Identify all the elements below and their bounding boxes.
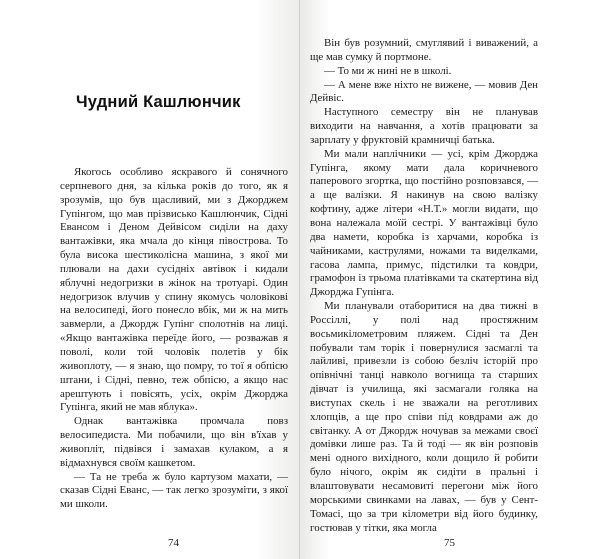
paragraph: Ми мали наплічники — усі, крім Джорджа Гупінга, якому мати дала коричневого паперового згортка, що постійно розповзався, — а ще валізки. Я накинув на свою валізку кофтину, адже літери «Н.Т.» могли видати, що вона належала моїй сестрі. У вантажівці було два намети, коробка із харчами, коробка із чайниками, каструлями, ножами та виделками, гасова лампа, примус, підстилки та ковдри, грамофон із трьома платівками та скатертина від Джорджа Гупінга. (310, 147, 538, 299)
paragraph: Однак вантажівка промчала повз велосипедиста. Ми побачили, що він в'їхав у живопліт, підвівся і замахав кулаком, а я відмахнувся своїм кашкетом. (60, 415, 288, 469)
paragraph: — То ми ж нині не в школі. (324, 64, 452, 77)
paragraph: — А мене вже ніхто не вижене, — мовив Ден Дейвіс. (310, 78, 538, 105)
paragraph: Якогось особливо яскравого й сонячного серпневого дня, за кілька років до того, як я зрозумів, що був щасливий, ми з Джорджем Гупінгом, що мав прізвисько Кашлюнчик, Сідні Евансом і Деном Дейвісом сиділи на даху вантажівки, яка мчала до кінця півострова. То була висока шестиколісна машина, з якої ми плювали на дахи сусідніх автівок і кидали яблучні недогризки в жінок на тротуарі. Один недогризок влучив у спину якомусь чоловікові на велосипеді, його понесло вбік, ми ж на мить завмерли, а Джордж Гупінг сполотнів на лиці. «Якщо вантажівка переїде його, — розважав я поволі, коли той чоловік полетів у бік живоплоту, — я знаю, що помру, то тої я обпісю штани, і Сідні, певно, теж обпісю, а якщо нас арештують і повісять, усіх, окрім Джорджа Гупінга, який не мав яблука». (60, 166, 288, 414)
paragraph: — Та не треба ж було картузом махати, — сказав Сідні Еванс, — так легко зрозуміти, з якої ми школи. (60, 470, 288, 511)
right-page-body (310, 37, 538, 535)
left-page-body (60, 166, 288, 512)
paragraph: Він був розумний, смуглявий і виважений, а ще мав сумку й портмоне. (310, 37, 538, 63)
chapter-title: Чудний Кашлюнчик (76, 93, 241, 111)
paragraph: Наступного семестру він не планував виходити на навчання, а хотів працювати за зарплату у фруктовій крамничці батька. (310, 106, 538, 146)
page-number-right: 75 (444, 537, 455, 549)
right-page (300, 0, 600, 559)
paragraph: Ми планували отаборитися на два тижні в Россіллі, у полі над простяжним восьмикілометровим пляжем. Сідні та Ден побували там торік і повернулися засмаглі та лайливі, привезли із собою безліч історій про опівнічні танці навколо вогнища та старших дівчат із училища, які засмагали голяка на виступах скель і не зважали на реготливих хлопців, а ще про співи під ковдрами аж до світанку. А от Джордж ночував за межами своєї домівки лише раз. Та й тоді — як він розповів мені одного вихідного, коли дощило й робити було нічого, окрім як сидіти в пральні і влаштовувати несамовиті перегони між його морськими свинками на лавах, — був у Сент-Томасі, що за три кілометри від його будинку, гостював у тітки, яка могла (310, 300, 538, 534)
page-number-left: 74 (168, 537, 179, 549)
